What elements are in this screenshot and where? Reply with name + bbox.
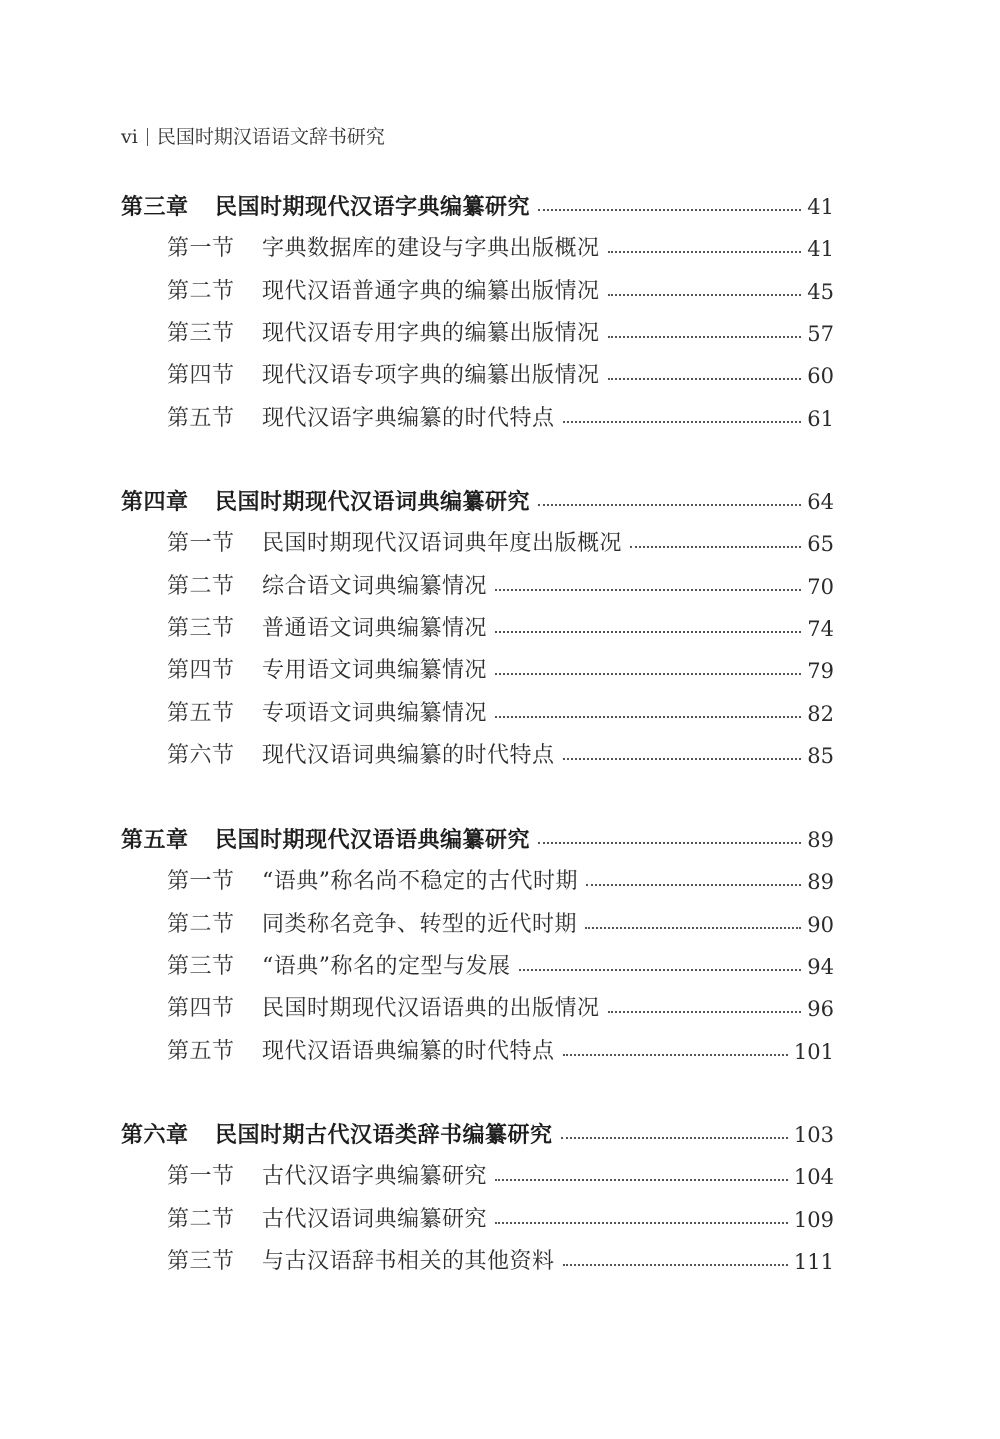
dot-leader bbox=[519, 969, 802, 971]
section-page-number: 94 bbox=[807, 954, 834, 979]
chapter-title: 民国时期现代汉语字典编纂研究 bbox=[215, 194, 531, 220]
section-page-number: 101 bbox=[793, 1039, 834, 1064]
chapter-page-number: 41 bbox=[807, 195, 834, 219]
chapter-page-number: 103 bbox=[793, 1123, 834, 1147]
chapter-title: 民国时期古代汉语类辞书编纂研究 bbox=[215, 1122, 553, 1148]
section-page-number: 90 bbox=[807, 912, 834, 937]
section-label: 第二节 bbox=[167, 278, 235, 304]
section-page-number: 61 bbox=[807, 406, 834, 431]
chapter-label: 第五章 bbox=[121, 827, 189, 853]
section-page-number: 111 bbox=[793, 1249, 834, 1274]
section-title: “语典”称名的定型与发展 bbox=[262, 953, 511, 979]
section-title: 民国时期现代汉语词典年度出版概况 bbox=[262, 531, 623, 557]
section-entry bbox=[0, 1200, 1000, 1240]
section-page-number: 82 bbox=[807, 701, 834, 726]
section-title: 现代汉语字典编纂的时代特点 bbox=[262, 405, 555, 431]
section-label: 第三节 bbox=[167, 615, 235, 641]
dot-leader bbox=[608, 294, 802, 296]
section-page-number: 89 bbox=[807, 870, 834, 895]
section-label: 第四节 bbox=[167, 658, 235, 684]
section-entry bbox=[0, 1032, 1000, 1072]
section-entry bbox=[0, 609, 1000, 649]
section-label: 第五节 bbox=[167, 405, 235, 431]
section-entry bbox=[0, 651, 1000, 691]
section-entry bbox=[0, 736, 1000, 776]
section-title: 现代汉语词典编纂的时代特点 bbox=[262, 742, 555, 768]
page-number-roman: vi bbox=[121, 126, 138, 148]
section-entry bbox=[0, 356, 1000, 396]
dot-leader bbox=[495, 1222, 788, 1224]
dot-leader bbox=[561, 1137, 788, 1139]
dot-leader bbox=[563, 1054, 788, 1056]
section-page-number: 70 bbox=[807, 574, 834, 599]
section-title: 字典数据库的建设与字典出版概况 bbox=[262, 236, 600, 262]
section-entry bbox=[0, 1242, 1000, 1282]
chapter-entry bbox=[0, 482, 1000, 522]
section-page-number: 96 bbox=[807, 997, 834, 1022]
section-label: 第二节 bbox=[167, 911, 235, 937]
section-title: 现代汉语专用字典的编纂出版情况 bbox=[262, 320, 600, 346]
section-entry bbox=[0, 524, 1000, 564]
chapter-entry bbox=[0, 820, 1000, 860]
chapter-title: 民国时期现代汉语词典编纂研究 bbox=[215, 489, 531, 515]
section-page-number: 79 bbox=[807, 659, 834, 684]
dot-leader bbox=[563, 758, 802, 760]
section-entry bbox=[0, 989, 1000, 1029]
chapter-page-number: 64 bbox=[807, 490, 834, 514]
chapter-entry bbox=[0, 187, 1000, 227]
section-title: 综合语文词典编纂情况 bbox=[262, 573, 488, 599]
section-title: 现代汉语语典编纂的时代特点 bbox=[262, 1038, 555, 1064]
section-entry bbox=[0, 399, 1000, 439]
dot-leader bbox=[495, 716, 801, 718]
section-label: 第五节 bbox=[167, 1038, 235, 1064]
dot-leader bbox=[563, 421, 802, 423]
section-title: 现代汉语专项字典的编纂出版情况 bbox=[262, 363, 600, 389]
section-label: 第一节 bbox=[167, 236, 235, 262]
chapter-page-number: 89 bbox=[807, 828, 834, 852]
section-page-number: 109 bbox=[793, 1207, 834, 1232]
section-title: 同类称名竞争、转型的近代时期 bbox=[262, 911, 578, 937]
section-title: “语典”称名尚不稳定的古代时期 bbox=[262, 869, 578, 895]
chapter-label: 第四章 bbox=[121, 489, 189, 515]
section-label: 第一节 bbox=[167, 869, 235, 895]
dot-leader bbox=[538, 842, 801, 844]
section-label: 第四节 bbox=[167, 363, 235, 389]
section-page-number: 74 bbox=[807, 616, 834, 641]
dot-leader bbox=[586, 884, 801, 886]
book-title: 民国时期汉语语文辞书研究 bbox=[156, 126, 385, 148]
section-label: 第三节 bbox=[167, 953, 235, 979]
section-entry bbox=[0, 947, 1000, 987]
chapter-entry bbox=[0, 1115, 1000, 1155]
section-title: 现代汉语普通字典的编纂出版情况 bbox=[262, 278, 600, 304]
chapter-label: 第三章 bbox=[121, 194, 189, 220]
section-page-number: 60 bbox=[807, 364, 834, 389]
section-entry bbox=[0, 694, 1000, 734]
section-page-number: 45 bbox=[807, 279, 834, 304]
dot-leader bbox=[495, 673, 801, 675]
section-page-number: 104 bbox=[793, 1165, 834, 1190]
section-entry bbox=[0, 229, 1000, 269]
dot-leader bbox=[495, 1179, 788, 1181]
section-label: 第二节 bbox=[167, 573, 235, 599]
dot-leader bbox=[630, 546, 801, 548]
dot-leader bbox=[608, 251, 802, 253]
section-label: 第二节 bbox=[167, 1206, 235, 1232]
dot-leader bbox=[538, 209, 801, 211]
section-page-number: 65 bbox=[807, 532, 834, 557]
section-title: 普通语文词典编纂情况 bbox=[262, 615, 488, 641]
section-title: 古代汉语字典编纂研究 bbox=[262, 1164, 488, 1190]
section-entry bbox=[0, 905, 1000, 945]
section-label: 第一节 bbox=[167, 1164, 235, 1190]
section-label: 第一节 bbox=[167, 531, 235, 557]
dot-leader bbox=[608, 378, 802, 380]
section-title: 古代汉语词典编纂研究 bbox=[262, 1206, 488, 1232]
section-page-number: 41 bbox=[807, 237, 834, 262]
dot-leader bbox=[538, 504, 801, 506]
section-label: 第四节 bbox=[167, 996, 235, 1022]
dot-leader bbox=[585, 927, 801, 929]
dot-leader bbox=[608, 1011, 802, 1013]
section-title: 与古汉语辞书相关的其他资料 bbox=[262, 1248, 555, 1274]
section-label: 第六节 bbox=[167, 742, 235, 768]
section-page-number: 85 bbox=[807, 743, 834, 768]
section-label: 第三节 bbox=[167, 1248, 235, 1274]
section-entry bbox=[0, 272, 1000, 312]
section-entry bbox=[0, 314, 1000, 354]
section-title: 民国时期现代汉语语典的出版情况 bbox=[262, 996, 600, 1022]
section-page-number: 57 bbox=[807, 321, 834, 346]
section-title: 专项语文词典编纂情况 bbox=[262, 700, 488, 726]
chapter-title: 民国时期现代汉语语典编纂研究 bbox=[215, 827, 531, 853]
dot-leader bbox=[563, 1264, 788, 1266]
section-label: 第五节 bbox=[167, 700, 235, 726]
section-entry bbox=[0, 567, 1000, 607]
section-label: 第三节 bbox=[167, 320, 235, 346]
section-entry bbox=[0, 862, 1000, 902]
section-title: 专用语文词典编纂情况 bbox=[262, 658, 488, 684]
section-entry bbox=[0, 1157, 1000, 1197]
chapter-label: 第六章 bbox=[121, 1122, 189, 1148]
dot-leader bbox=[495, 631, 801, 633]
dot-leader bbox=[495, 589, 801, 591]
dot-leader bbox=[608, 336, 802, 338]
